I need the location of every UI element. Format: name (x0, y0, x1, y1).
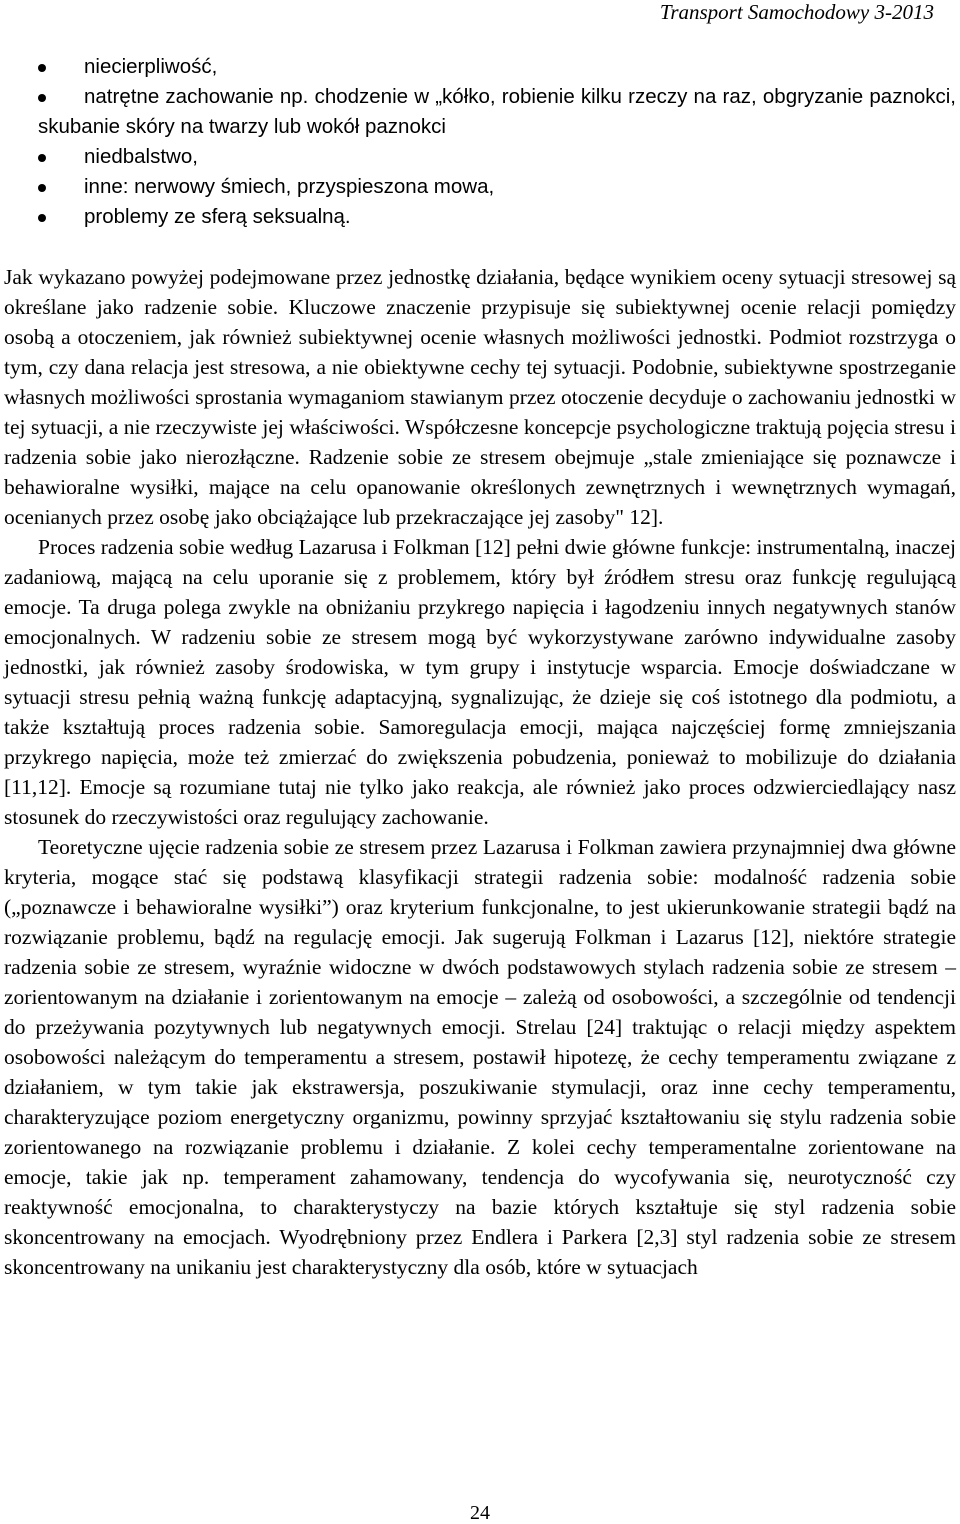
page-body (4, 52, 956, 1282)
bullet-icon (38, 154, 46, 162)
list-item: niedbalstwo, (4, 142, 956, 172)
bullet-icon (38, 64, 46, 72)
page-number: 24 (470, 1502, 490, 1524)
paragraph: Jak wykazano powyżej podejmowane przez jednostkę działania, będące wynikiem oceny sytuacji stresowej są określane jako radzenie sobie. Kluczowe znaczenie przypisuje się subiektywnej ocenie relacji pomiędzy osobą a otoczeniem, jak również subiektywnej ocenie własnych możliwości jednostki. Podmiot rozstrzyga o tym, czy dana relacja jest stresowa, a nie obiektywne cechy tej sytuacji. Podobnie, subiektywne spostrzeganie własnych możliwości sprostania wymaganiom stawianym przez otoczenie decyduje o zachowaniu jednostki w tej sytuacji, a nie rzeczywiste jej właściwości. Współczesne koncepcje psychologiczne traktują pojęcia stresu i radzenia sobie jako nierozłączne. Radzenie sobie ze stresem obejmuje „stale zmieniające się poznawcze i behawioralne wysiłki, mające na celu opanowanie określonych zewnętrznych i wewnętrznych wymagań, ocenianych przez osobę jako obciążające lub przekraczające jej zasoby" 12]. (4, 265, 956, 529)
bullet-icon (38, 94, 46, 102)
journal-title: Transport Samochodowy 3-2013 (659, 0, 934, 24)
paragraph: Proces radzenia sobie według Lazarusa i Folkman [12] pełni dwie główne funkcje: instrumentalną, inaczej zadaniową, mającą na celu uporanie się z problemem, który był źródłem stresu oraz funkcję regulującą emocje. Ta druga polega zwykle na obniżaniu przykrego napięcia i łagodzeniu innych negatywnych stanów emocjonalnych. W radzeniu sobie ze stresem mogą być wykorzystywane zarówno indywidualne zasoby jednostki, jak również zasoby środowiska, w tym grupy i instytucje wsparcia. Emocje doświadczane w sytuacji stresu pełnią ważną funkcję adaptacyjną, sygnalizując, że dzieje się coś istotnego dla podmiotu, a także kształtują proces radzenia sobie. Samoregulacja emocji, mająca najczęściej formę zmniejszania przykrego napięcia, może też zmierzać do zwiększenia pobudzenia, ponieważ to mobilizuje do działania [11,12]. Emocje są rozumiane tutaj nie tylko jako reakcja, ale również jako proces odzwierciedlający nasz stosunek do rzeczywistości oraz regulujący zachowanie. (4, 535, 956, 829)
symptom-list (4, 52, 956, 232)
paragraph: Teoretyczne ujęcie radzenia sobie ze stresem przez Lazarusa i Folkman zawiera przynajmniej dwa główne kryteria, mogące stać się podstawą klasyfikacji strategii radzenia sobie: modalność radzenia sobie („poznawcze i behawioralne wysiłki”) oraz kryterium funkcjonalne, to jest ukierunkowanie strategii bądź na rozwiązanie problemu, bądź na regulację emocji. Jak sugerują Folkman i Lazarus [12], niektóre strategie radzenia sobie ze stresem, wyraźnie widoczne w dwóch podstawowych stylach radzenia sobie ze stresem – zorientowanym na działanie i zorientowanym na emocje – zależą od osobowości, a szczególnie od tendencji do przeżywania pozytywnych lub negatywnych emocji. Strelau [24] traktując o relacji między aspektem osobowości należącym do temperamentu a stresem, postawił hipotezę, że cechy temperamentu związane z działaniem, w tym takie jak ekstrawersja, poszukiwanie stymulacji, oraz inne cechy temperamentu, charakteryzujące poziom energetyczny organizmu, powinny sprzyjać kształtowaniu się stylu radzenia sobie zorientowanego na rozwiązanie problemu i działanie. Z kolei cechy temperamentalne zorientowane na emocje, takie jak np. temperament zahamowany, tendencja do wycofywania się, neurotyczność czy reaktywność emocjonalna, to charakterystyczy na bazie których kształtuje się styl radzenia sobie skoncentrowany na emocjach. Wyodrębniony przez Endlera i Parkera [2,3] styl radzenia sobie ze stresem skoncentrowany na unikaniu jest charakterystyczny dla osób, które w sytuacjach (4, 835, 956, 1279)
list-item: natrętne zachowanie np. chodzenie w „kółko, robienie kilku rzeczy na raz, obgryzanie paznokci, skubanie skóry na twarzy lub wokół paznokci (38, 85, 956, 138)
running-header (0, 0, 960, 24)
list-item: inne: nerwowy śmiech, przyspieszona mowa, (4, 172, 956, 202)
list-item: niecierpliwość, (4, 52, 956, 82)
bullet-icon (38, 184, 46, 192)
bullet-icon (38, 214, 46, 222)
list-item: problemy ze sferą seksualną. (4, 202, 956, 232)
